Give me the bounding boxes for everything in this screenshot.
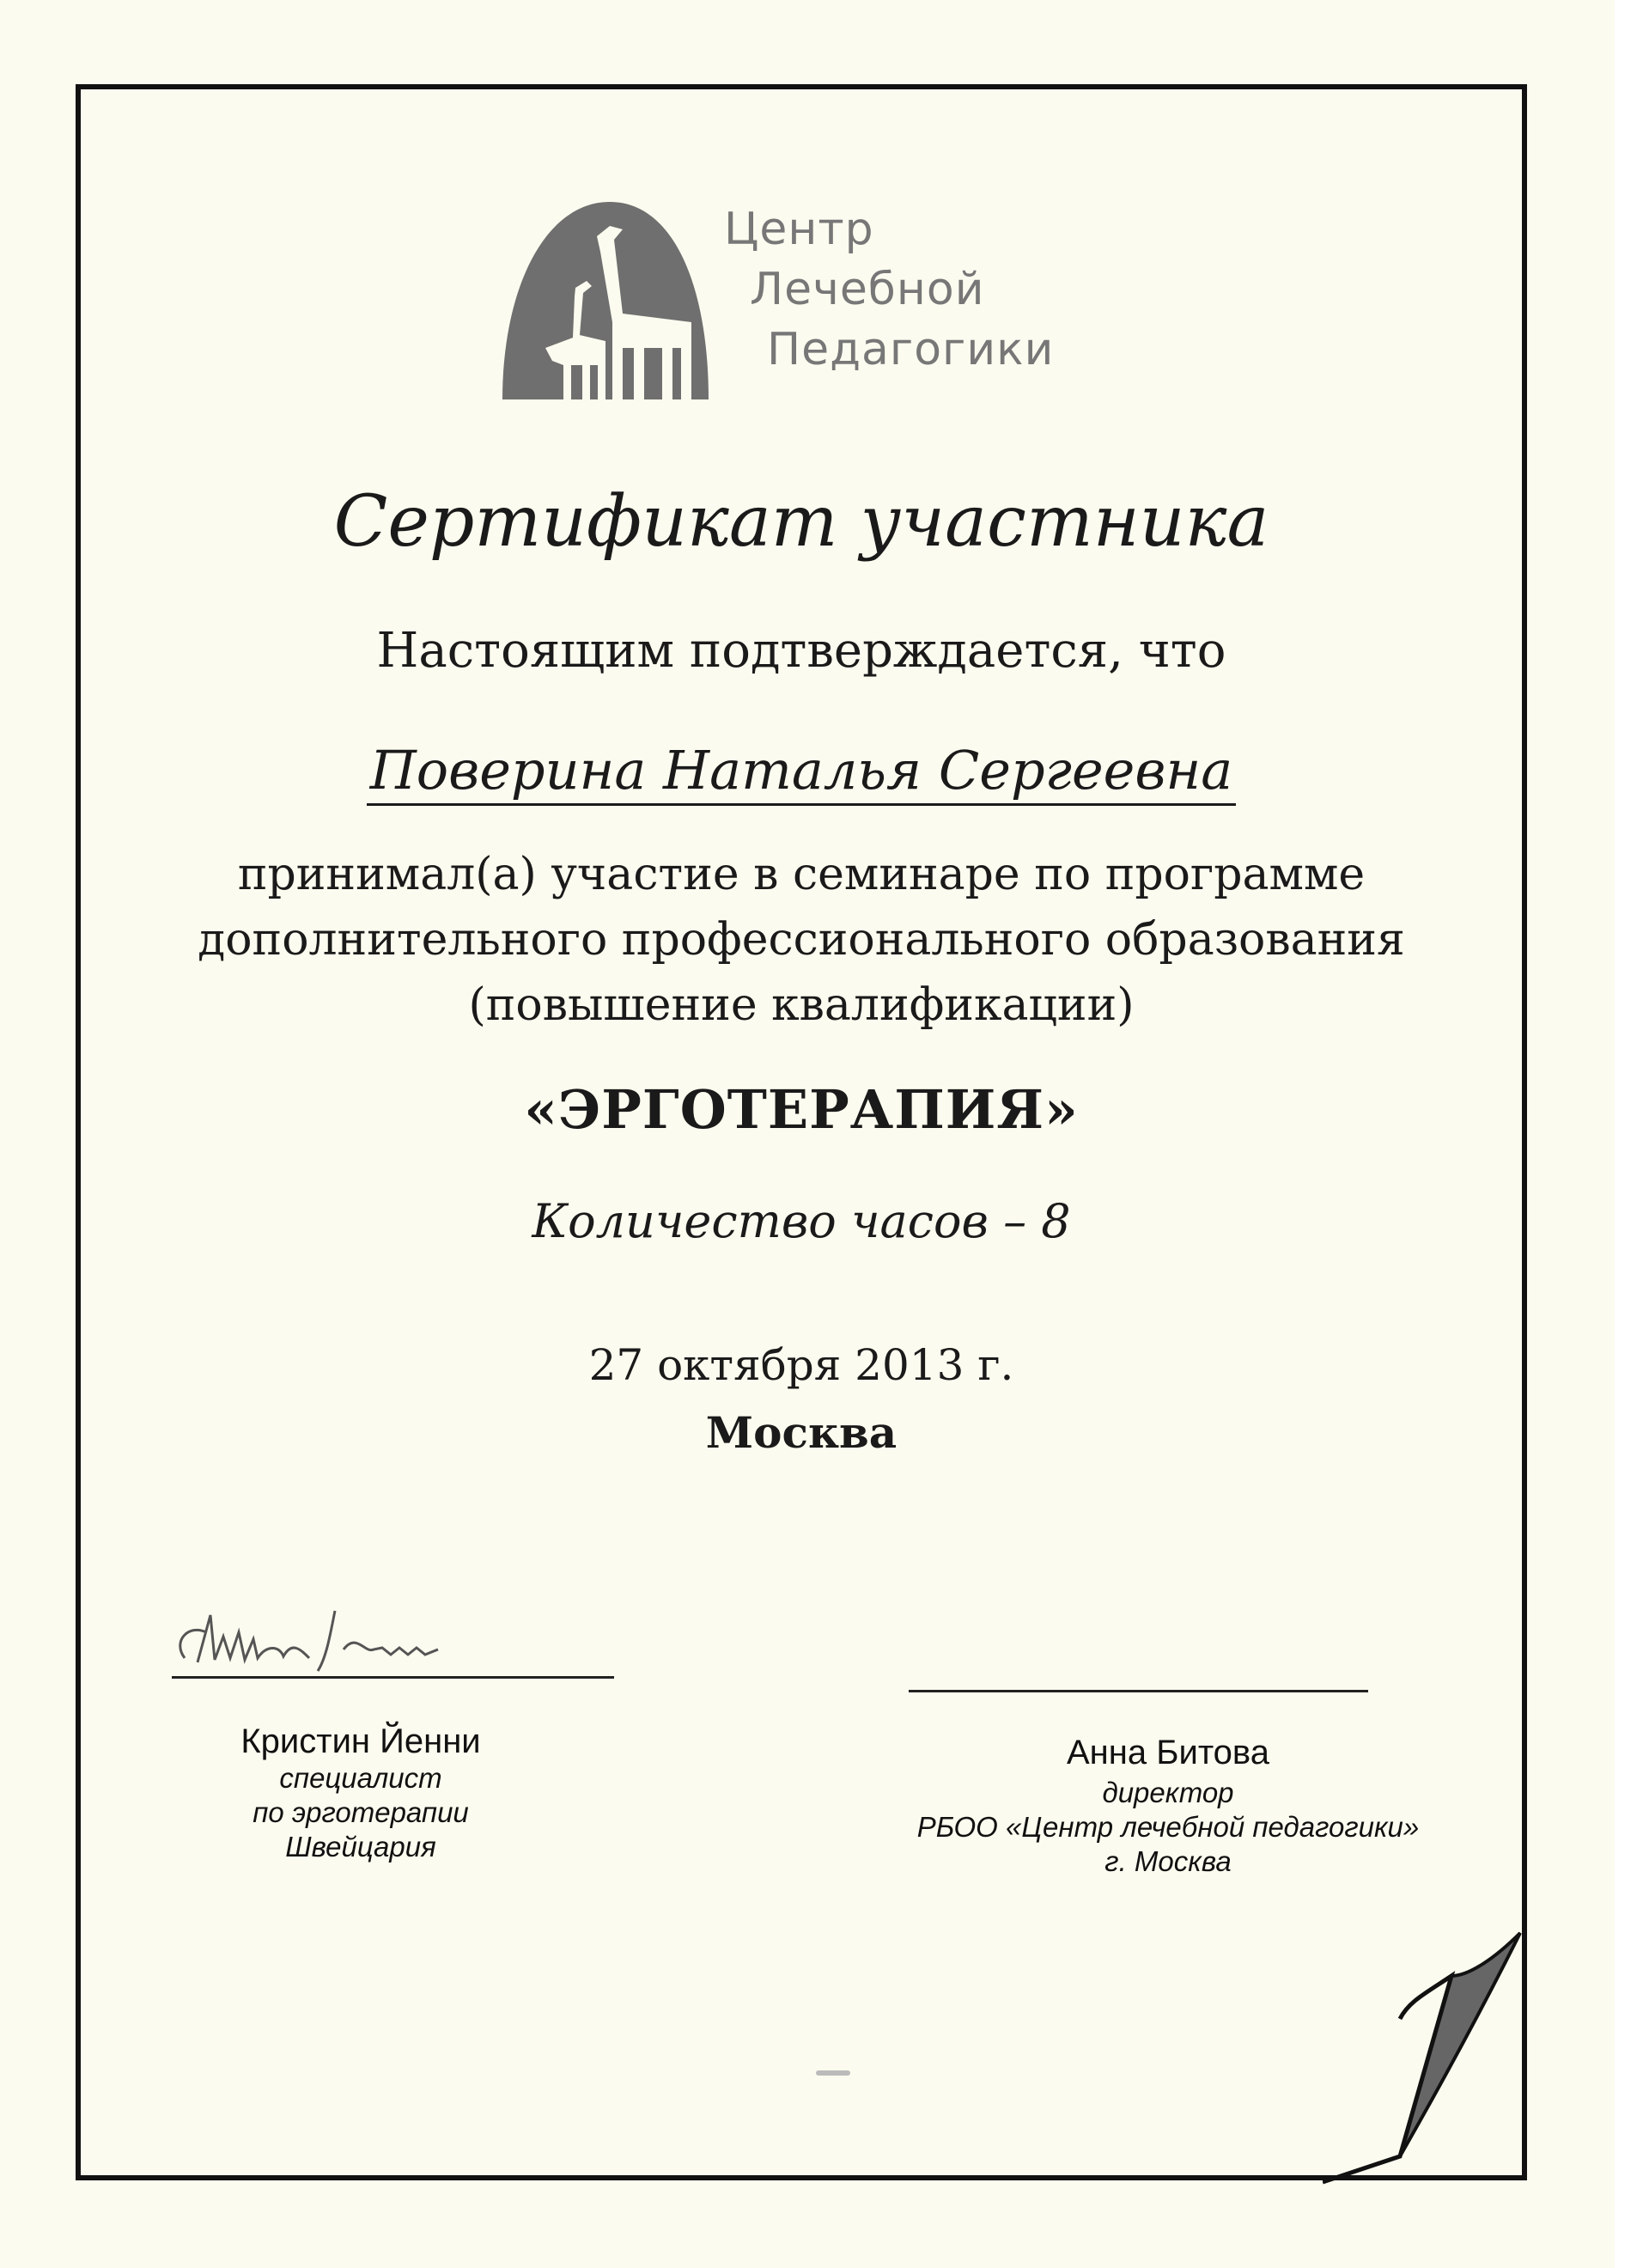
signatory-left-role3: Швейцария xyxy=(285,1831,436,1863)
signatory-right xyxy=(893,1734,1443,1879)
signatory-left-role1: специалист xyxy=(279,1762,442,1794)
signatory-right-name: Анна Битова xyxy=(1067,1734,1269,1771)
giraffe-mother-and-calf-icon xyxy=(494,185,717,408)
logo-text-line2: Лечебной xyxy=(750,264,985,315)
signatory-left xyxy=(172,1722,550,1864)
body-line-1: принимал(а) участие в семинаре по программе xyxy=(237,849,1366,900)
body-line-2: дополнительного профессионального образования xyxy=(198,914,1405,966)
issue-date: 27 октября 2013 г. xyxy=(588,1340,1014,1390)
page-curl-decoration xyxy=(1323,1924,1537,2191)
signatory-right-role1: директор xyxy=(1102,1777,1234,1808)
signature-line-right xyxy=(909,1690,1368,1692)
signatory-left-role2: по эрготерапии xyxy=(253,1796,469,1828)
body-line-3: (повышение квалификации) xyxy=(468,979,1135,1031)
hours-count: Количество часов – 8 xyxy=(532,1194,1071,1248)
recipient-name-text: Поверина Наталья Сергеевна xyxy=(367,739,1237,806)
program-name: «ЭРГОТЕРАПИЯ» xyxy=(524,1078,1079,1141)
signature-line-left xyxy=(172,1676,614,1679)
certificate-intro: Настоящим подтверждается, что xyxy=(376,623,1226,679)
signatory-left-name: Кристин Йенни xyxy=(240,1722,481,1760)
logo-text-line1: Центр xyxy=(724,204,874,255)
paper-speck xyxy=(816,2070,850,2076)
logo-text-line3: Педагогики xyxy=(767,324,1055,375)
organization-logo xyxy=(494,185,1095,408)
issue-city: Москва xyxy=(705,1407,898,1458)
signatory-right-role3: г. Москва xyxy=(1104,1845,1232,1877)
certificate-body xyxy=(76,842,1527,1038)
signatory-right-role2: РБОО «Центр лечебной педагогики» xyxy=(916,1811,1420,1843)
recipient-name xyxy=(76,739,1527,802)
certificate-title: Сертификат участника xyxy=(333,481,1269,563)
handwritten-signature xyxy=(172,1598,532,1675)
